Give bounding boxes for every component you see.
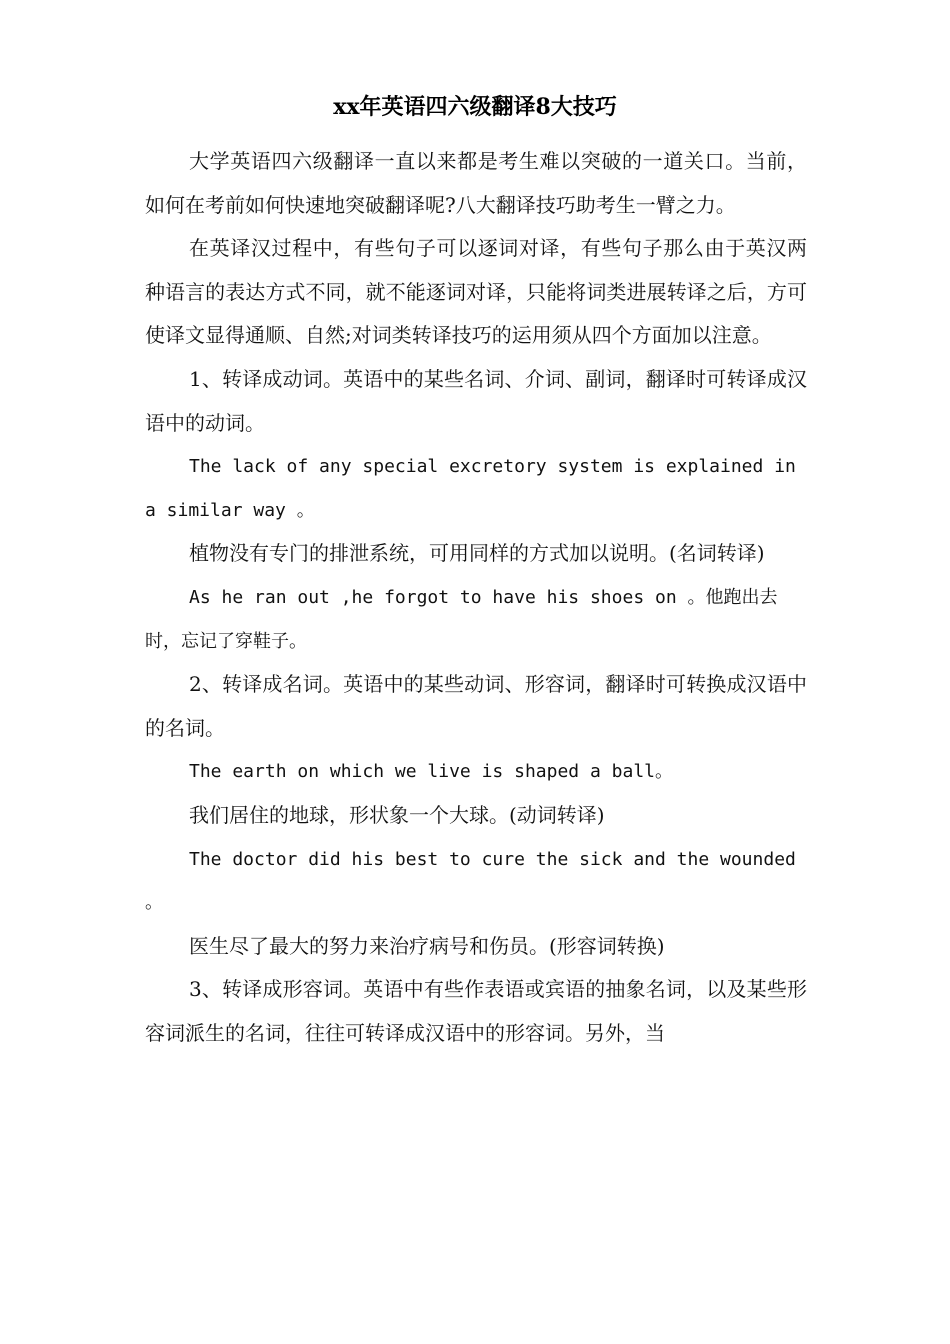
paragraph-example-english: The earth on which we live is shaped a ball。 (189, 761, 673, 783)
paragraph-example-english: The doctor did his best to cure the sick and the wounded 。 (145, 848, 796, 914)
paragraph-example-chinese: 我们居住的地球，形状象一个大球。(动词转译) (189, 802, 605, 827)
paragraph-tip-1: 1、转译成动词。英语中的某些名词、介词、副词，翻译时可转译成汉语中的动词。 (145, 366, 807, 435)
paragraph-example-mixed: As he ran out ,he forgot to have his shoes on 。他跑出去时，忘记了穿鞋子。 (145, 586, 778, 652)
paragraph-example-chinese: 植物没有专门的排泄系统，可用同样的方式加以说明。(名词转译) (189, 541, 765, 566)
paragraph-overview: 在英译汉过程中，有些句子可以逐词对译，有些句子那么由于英汉两种语言的表达方式不同，就不能逐词对译，只能将词类进展转译之后，方可使译文显得通顺、自然;对词类转译技巧的运用须从四个方面加以注意。 (145, 236, 807, 348)
paragraph-tip-3: 3、转译成形容词。英语中有些作表语或宾语的抽象名词，以及某些形容词派生的名词，往往可转译成汉语中的形容词。另外，当 (145, 977, 807, 1045)
document-body (145, 140, 807, 1055)
paragraph-intro: 大学英语四六级翻译一直以来都是考生难以突破的一道关口。当前，如何在考前如何快速地突破翻译呢?八大翻译技巧助考生一臂之力。 (145, 149, 807, 217)
document-title: xx年英语四六级翻译8大技巧 (333, 94, 617, 120)
paragraph-tip-2: 2、转译成名词。英语中的某些动词、形容词，翻译时可转换成汉语中的名词。 (145, 672, 807, 740)
paragraph-example-chinese: 医生尽了最大的努力来治疗病号和伤员。(形容词转换) (189, 933, 665, 958)
paragraph-example-english: The lack of any special excretory system is explained in a similar way 。 (145, 456, 796, 521)
